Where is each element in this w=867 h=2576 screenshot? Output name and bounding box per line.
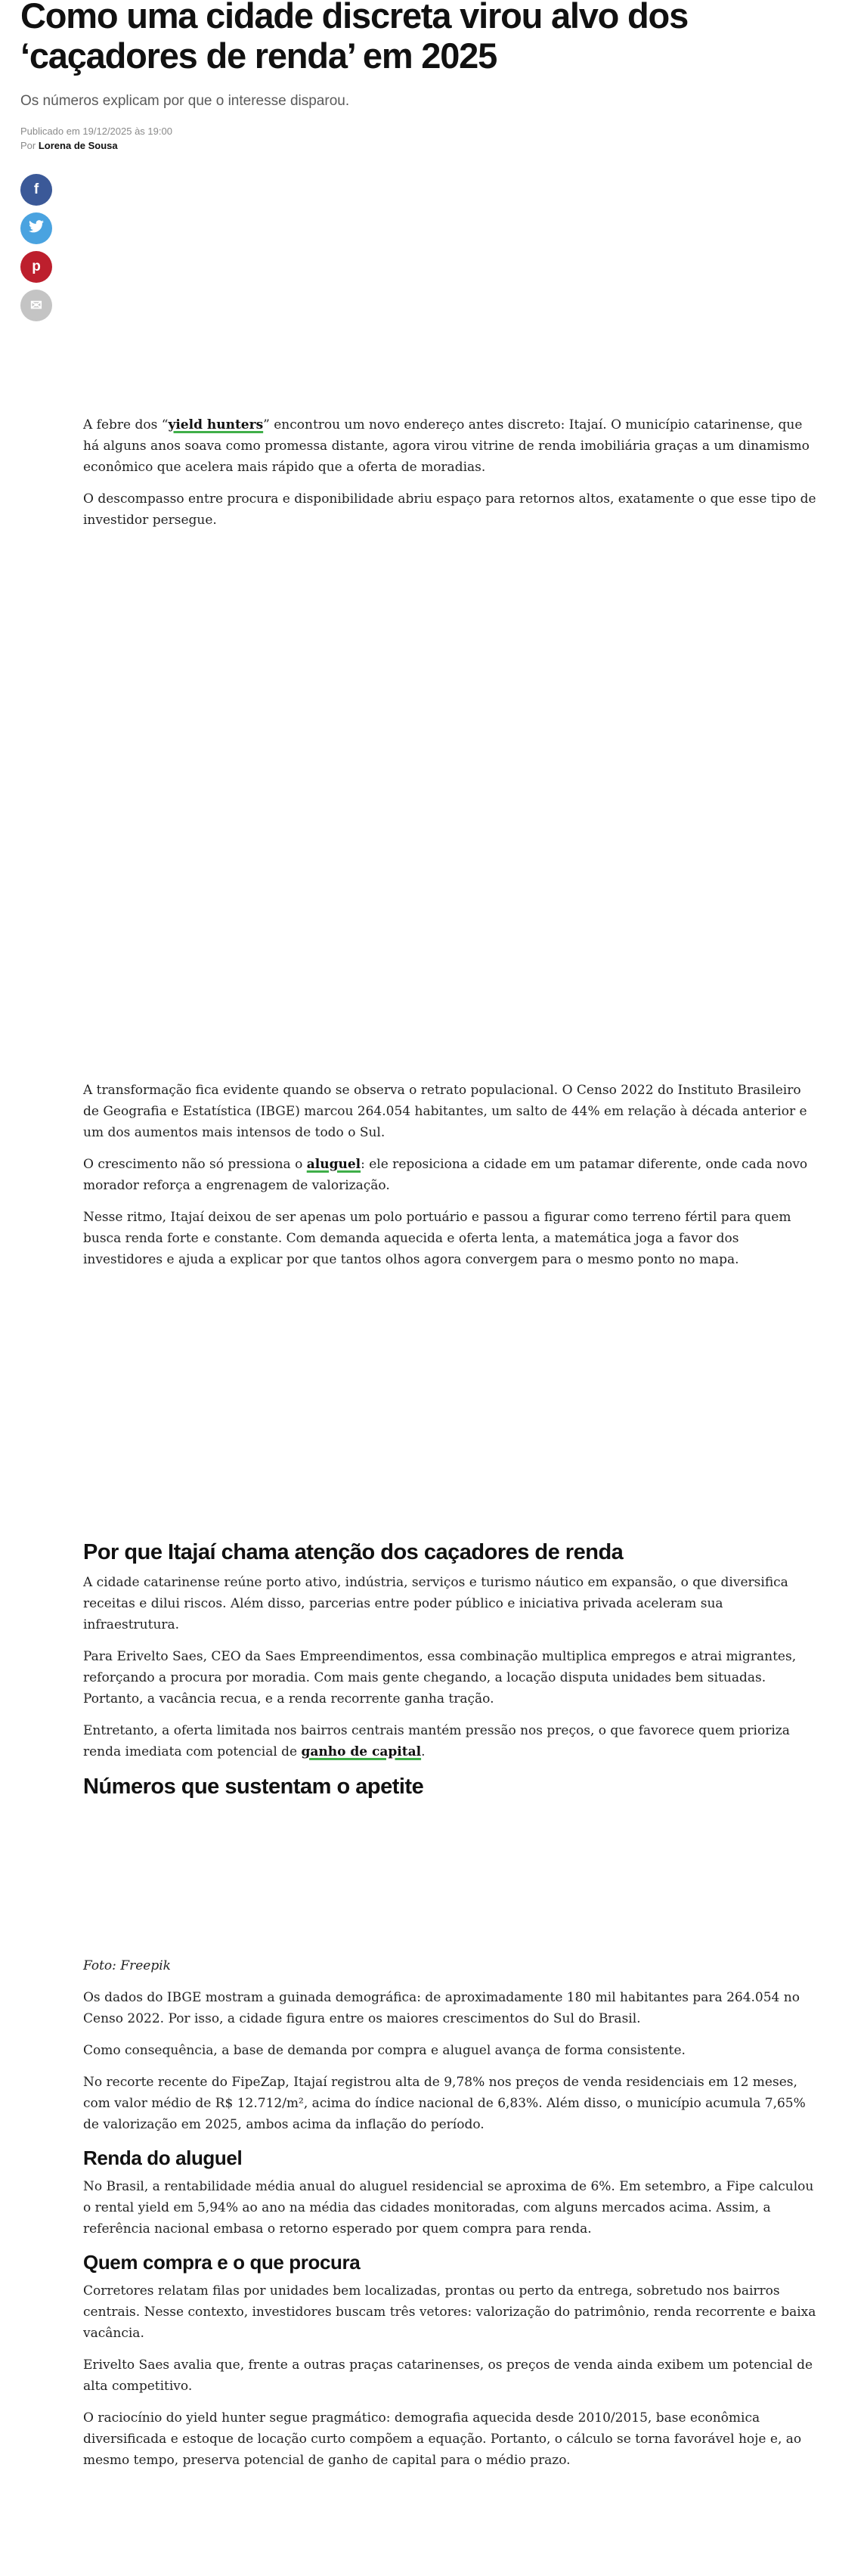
link-yield-hunters[interactable]: yield hunters [168, 417, 264, 432]
paragraph: No recorte recente do FipeZap, Itajaí registrou alta de 9,78% nos preços de venda residenciais em 12 meses, com valor médio de R$ 12.712/m², acima do índice nacional de 6,83%. Além disso, o município acumula 7,65% de valorização em 2025, ambos acima da inflação do período. [83, 2075, 806, 2132]
article-intro [83, 414, 816, 541]
paragraph [83, 1154, 816, 1196]
photo-caption: Foto: Freepik [83, 1958, 171, 1973]
byline [20, 138, 844, 153]
paragraph: A transformação fica evidente quando se observa o retrato populacional. O Censo 2022 do Instituto Brasileiro de Geografia e Estatística (IBGE) marcou 264.054 habitantes, um salto de 44% em relação à década anterior e um dos aumentos mais intensos de todo o Sul. [83, 1083, 807, 1140]
facebook-share-button[interactable] [20, 174, 52, 206]
article-title: Como uma cidade discreta virou alvo dos ‘caçadores de renda’ em 2025 [20, 0, 689, 76]
paragraph: A cidade catarinense reúne porto ativo, indústria, serviços e turismo náutico em expansão, o que diversifica receitas e dilui riscos. Além disso, parcerias entre poder público e iniciativa privada aceleram sua infraestrutura. [83, 1575, 788, 1632]
text-run: A febre dos “ [83, 417, 169, 432]
article-header [20, 0, 844, 153]
author-name[interactable]: Lorena de Sousa [38, 140, 118, 151]
section-heading: Números que sustentam o apetite [83, 1775, 424, 1799]
subsection-heading: Quem compra e o que procura [83, 2251, 361, 2274]
text-run: : ele reposiciona a cidade em um patamar diferente, onde cada novo morador reforça a engrenagem de valorização. [83, 1157, 808, 1193]
text-run: Entretanto, a oferta limitada nos bairros centrais mantém pressão nos preços, o que favorece quem prioriza renda imediata com potencial de [83, 1723, 790, 1759]
article-meta [20, 124, 844, 153]
section-heading: Por que Itajaí chama atenção dos caçadores de renda [83, 1540, 624, 1564]
article-subtitle: Os números explicam por que o interesse disparou. [20, 93, 350, 109]
paragraph: Corretores relatam filas por unidades bem localizadas, prontas ou perto da entrega, sobretudo nos bairros centrais. Nesse contexto, investidores buscam três vetores: valorização do patrimônio, renda recorrente e baixa vacância. [83, 2283, 816, 2341]
paragraph: O descompasso entre procura e disponibilidade abriu espaço para retornos altos, exatamente o que esse tipo de investidor persegue. [83, 491, 816, 528]
paragraph: Nesse ritmo, Itajaí deixou de ser apenas um polo portuário e passou a figurar como terreno fértil para quem busca renda forte e constante. Com demanda aquecida e oferta lenta, a matemática joga a favor dos investidores e ajuda a explicar por que tantos olhos agora convergem para o mesmo ponto no mapa. [83, 1210, 791, 1267]
paragraph: O raciocínio do yield hunter segue pragmático: demografia aquecida desde 2010/2015, base econômica diversificada e estoque de locação curto compõem a equação. Portanto, o cálculo se torna favorável hoje e, ao mesmo tempo, preserva potencial de ganho de capital para o médio prazo. [83, 2410, 802, 2468]
pinterest-icon: p [32, 259, 41, 274]
link-ganho-de-capital[interactable]: ganho de capital [301, 1744, 422, 1759]
paragraph [83, 414, 816, 478]
paragraph: Erivelto Saes avalia que, frente a outras praças catarinenses, os preços de venda ainda exibem um potencial de alta competitivo. [83, 2357, 813, 2394]
subsection-heading: Renda do aluguel [83, 2147, 243, 2169]
published-label: Publicado em [20, 126, 80, 137]
paragraph: Para Erivelto Saes, CEO da Saes Empreendimentos, essa combinação multiplica empregos e atrai migrantes, reforçando a procura por moradia. Com mais gente chegando, a locação disputa unidades bem situadas. Portanto, a vacância recua, e a renda recorrente ganha tração. [83, 1649, 797, 1706]
twitter-share-button[interactable] [20, 212, 52, 244]
share-bar [20, 174, 52, 328]
published-date: 19/12/2025 às 19:00 [82, 126, 172, 137]
email-icon: ✉ [30, 297, 42, 314]
section-why-itajai [83, 1539, 816, 1806]
pinterest-share-button[interactable] [20, 251, 52, 283]
facebook-icon: f [33, 181, 39, 197]
paragraph: Como consequência, a base de demanda por compra e aluguel avança de forma consistente. [83, 2043, 686, 2058]
paragraph [83, 1720, 816, 1762]
paragraph: Os dados do IBGE mostram a guinada demográfica: de aproximadamente 180 mil habitantes para 264.054 no Censo 2022. Por isso, a cidade figura entre os maiores crescimentos do Sul do Brasil. [83, 1990, 800, 2026]
text-run: O crescimento não só pressiona o [83, 1157, 307, 1172]
author-prefix: Por [20, 140, 36, 151]
article-block-population [83, 1080, 816, 1281]
email-share-button[interactable] [20, 290, 52, 321]
twitter-icon [29, 220, 44, 237]
section-numbers [83, 1955, 816, 2481]
paragraph: No Brasil, a rentabilidade média anual do aluguel residencial se aproxima de 6%. Em setembro, a Fipe calculou o rental yield em 5,94% ao ano na média das cidades monitoradas, com alguns mercados acima. Assim, a referência nacional embasa o retorno esperado por quem compra para renda. [83, 2179, 814, 2237]
link-aluguel[interactable]: aluguel [306, 1157, 361, 1172]
publish-line [20, 124, 844, 138]
text-run: ” encontrou um novo endereço antes discreto: Itajaí. O município catarinense, que há alguns anos soava como promessa distante, agora virou vitrine de renda imobiliária graças a um dinamismo econômico que acelera mais rápido que a oferta de moradias. [83, 417, 810, 475]
text-run: . [421, 1744, 426, 1759]
